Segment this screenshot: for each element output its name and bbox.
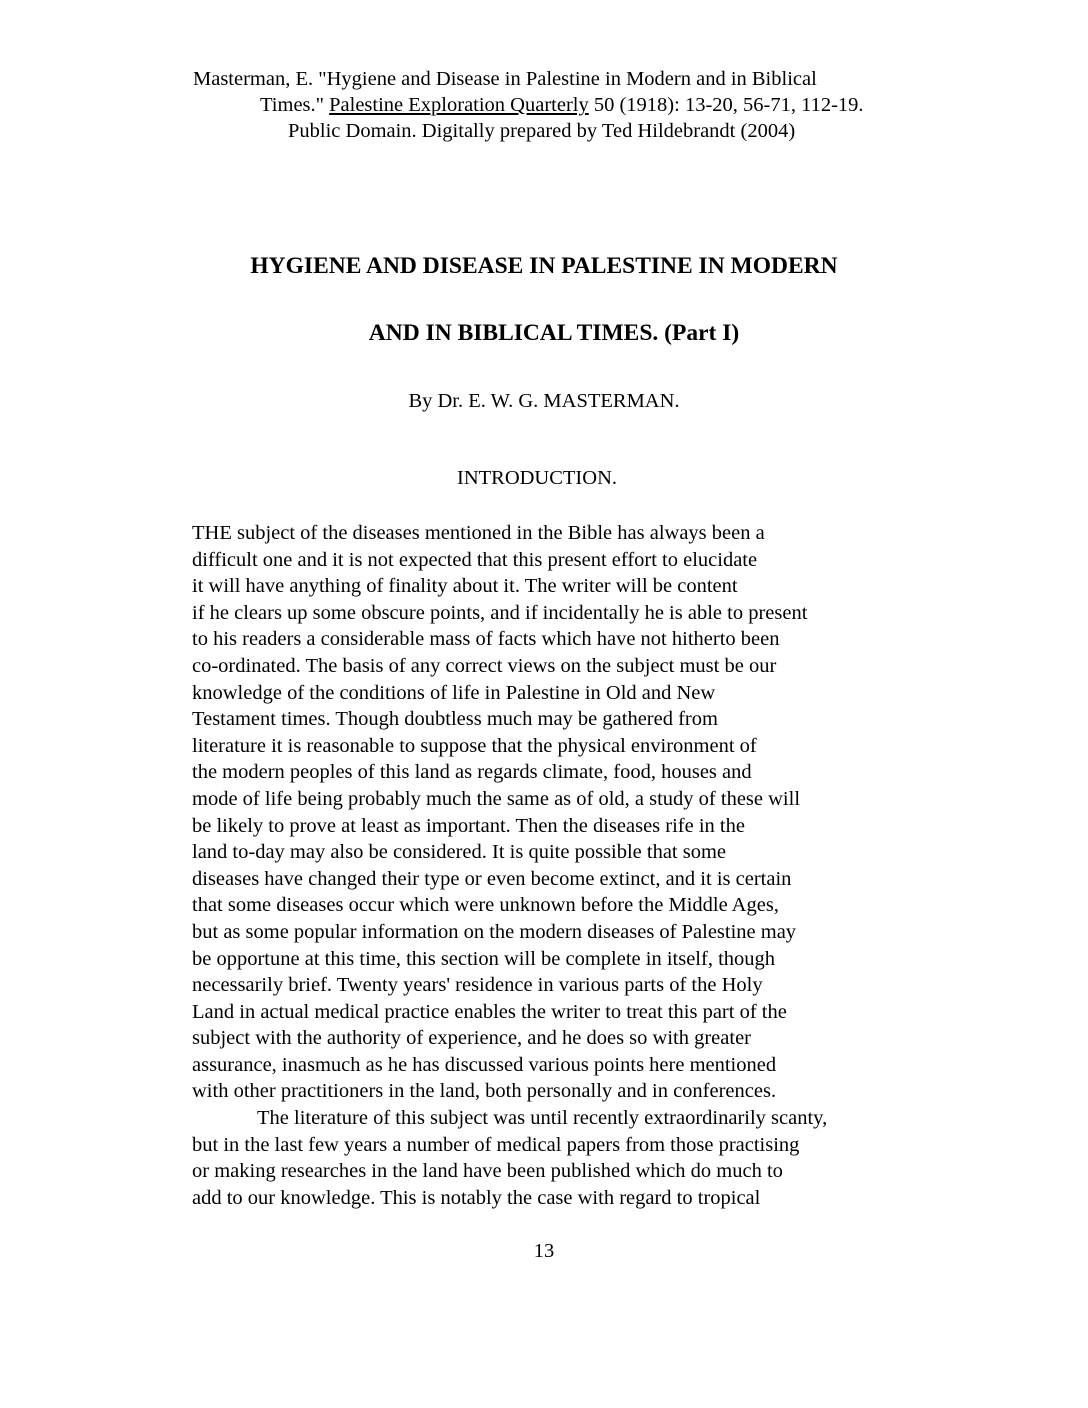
paragraph-1-line: knowledge of the conditions of life in Palestine in Old and New (192, 681, 716, 704)
paragraph-1-line: to his readers a considerable mass of facts which have not hitherto been (192, 628, 780, 651)
paragraph-2-line: or making researches in the land have been published which do much to (192, 1160, 783, 1183)
paragraph-1-line: necessarily brief. Twenty years' residence in various parts of the Holy (192, 974, 763, 997)
paragraph-2-line: add to our knowledge. This is notably the case with regard to tropical (192, 1186, 761, 1209)
paragraph-1-line: it will have anything of finality about it. The writer will be content (192, 575, 738, 598)
paragraph-1-line: with other practitioners in the land, both personally and in conferences. (192, 1080, 777, 1103)
paragraph-1-line: but as some popular information on the modern diseases of Palestine may (192, 920, 797, 943)
author-byline: By Dr. E. W. G. MASTERMAN. (408, 390, 680, 412)
page-number: 13 (533, 1240, 555, 1262)
article-title-line-2: AND IN BIBLICAL TIMES. (Part I) (368, 320, 740, 346)
paragraph-1-line: literature it is reasonable to suppose that the physical environment of (192, 734, 757, 757)
paragraph-1-line: the modern peoples of this land as regards climate, food, houses and (192, 761, 752, 784)
paragraph-1-line: THE subject of the diseases mentioned in the Bible has always been a (192, 522, 765, 544)
citation-line-2-prefix: Times." (260, 94, 330, 116)
paragraph-1-line: be opportune at this time, this section will be complete in itself, though (192, 947, 776, 970)
citation-line-2-suffix: 50 (1918): 13-20, 56-71, 112-19. (588, 94, 864, 116)
paragraph-1-line: diseases have changed their type or even become extinct, and it is certain (192, 867, 792, 890)
body-text (192, 520, 932, 1211)
paragraph-1-line: Testament times. Though doubtless much may be gathered from (192, 708, 718, 731)
paragraph-2-line: The literature of this subject was until recently extraordinarily scanty, (257, 1107, 828, 1130)
paragraph-1-line: assurance, inasmuch as he has discussed various points here mentioned (192, 1053, 777, 1076)
paragraph-1-line: mode of life being probably much the same as of old, a study of these will (192, 787, 801, 810)
paragraph-1-line: that some diseases occur which were unknown before the Middle Ages, (192, 894, 779, 917)
citation-line-1: Masterman, E. "Hygiene and Disease in Palestine in Modern and in Biblical (193, 68, 817, 90)
citation-header (193, 66, 973, 144)
paragraph-2-line: but in the last few years a number of medical papers from those practising (192, 1133, 800, 1156)
article-title-line-1: HYGIENE AND DISEASE IN PALESTINE IN MODERN (250, 253, 838, 279)
paragraph-1-line: land to-day may also be considered. It is quite possible that some (192, 841, 727, 864)
section-heading: INTRODUCTION. (457, 467, 617, 489)
citation-line-2 (193, 92, 973, 118)
paragraph-1-line: difficult one and it is not expected that this present effort to elucidate (192, 548, 758, 571)
citation-line-3: Public Domain. Digitally prepared by Ted Hildebrandt (2004) (288, 120, 796, 142)
paragraph-1-line: if he clears up some obscure points, and if incidentally he is able to present (192, 601, 808, 624)
journal-name: Palestine Exploration Quarterly (329, 94, 589, 116)
paragraph-1-line: subject with the authority of experience, and he does so with greater (192, 1027, 752, 1050)
paragraph-1-line: Land in actual medical practice enables the writer to treat this part of the (192, 1000, 787, 1023)
paragraph-1-line: be likely to prove at least as important. Then the diseases rife in the (192, 814, 745, 837)
paragraph-1-line: co-ordinated. The basis of any correct views on the subject must be our (192, 654, 777, 677)
